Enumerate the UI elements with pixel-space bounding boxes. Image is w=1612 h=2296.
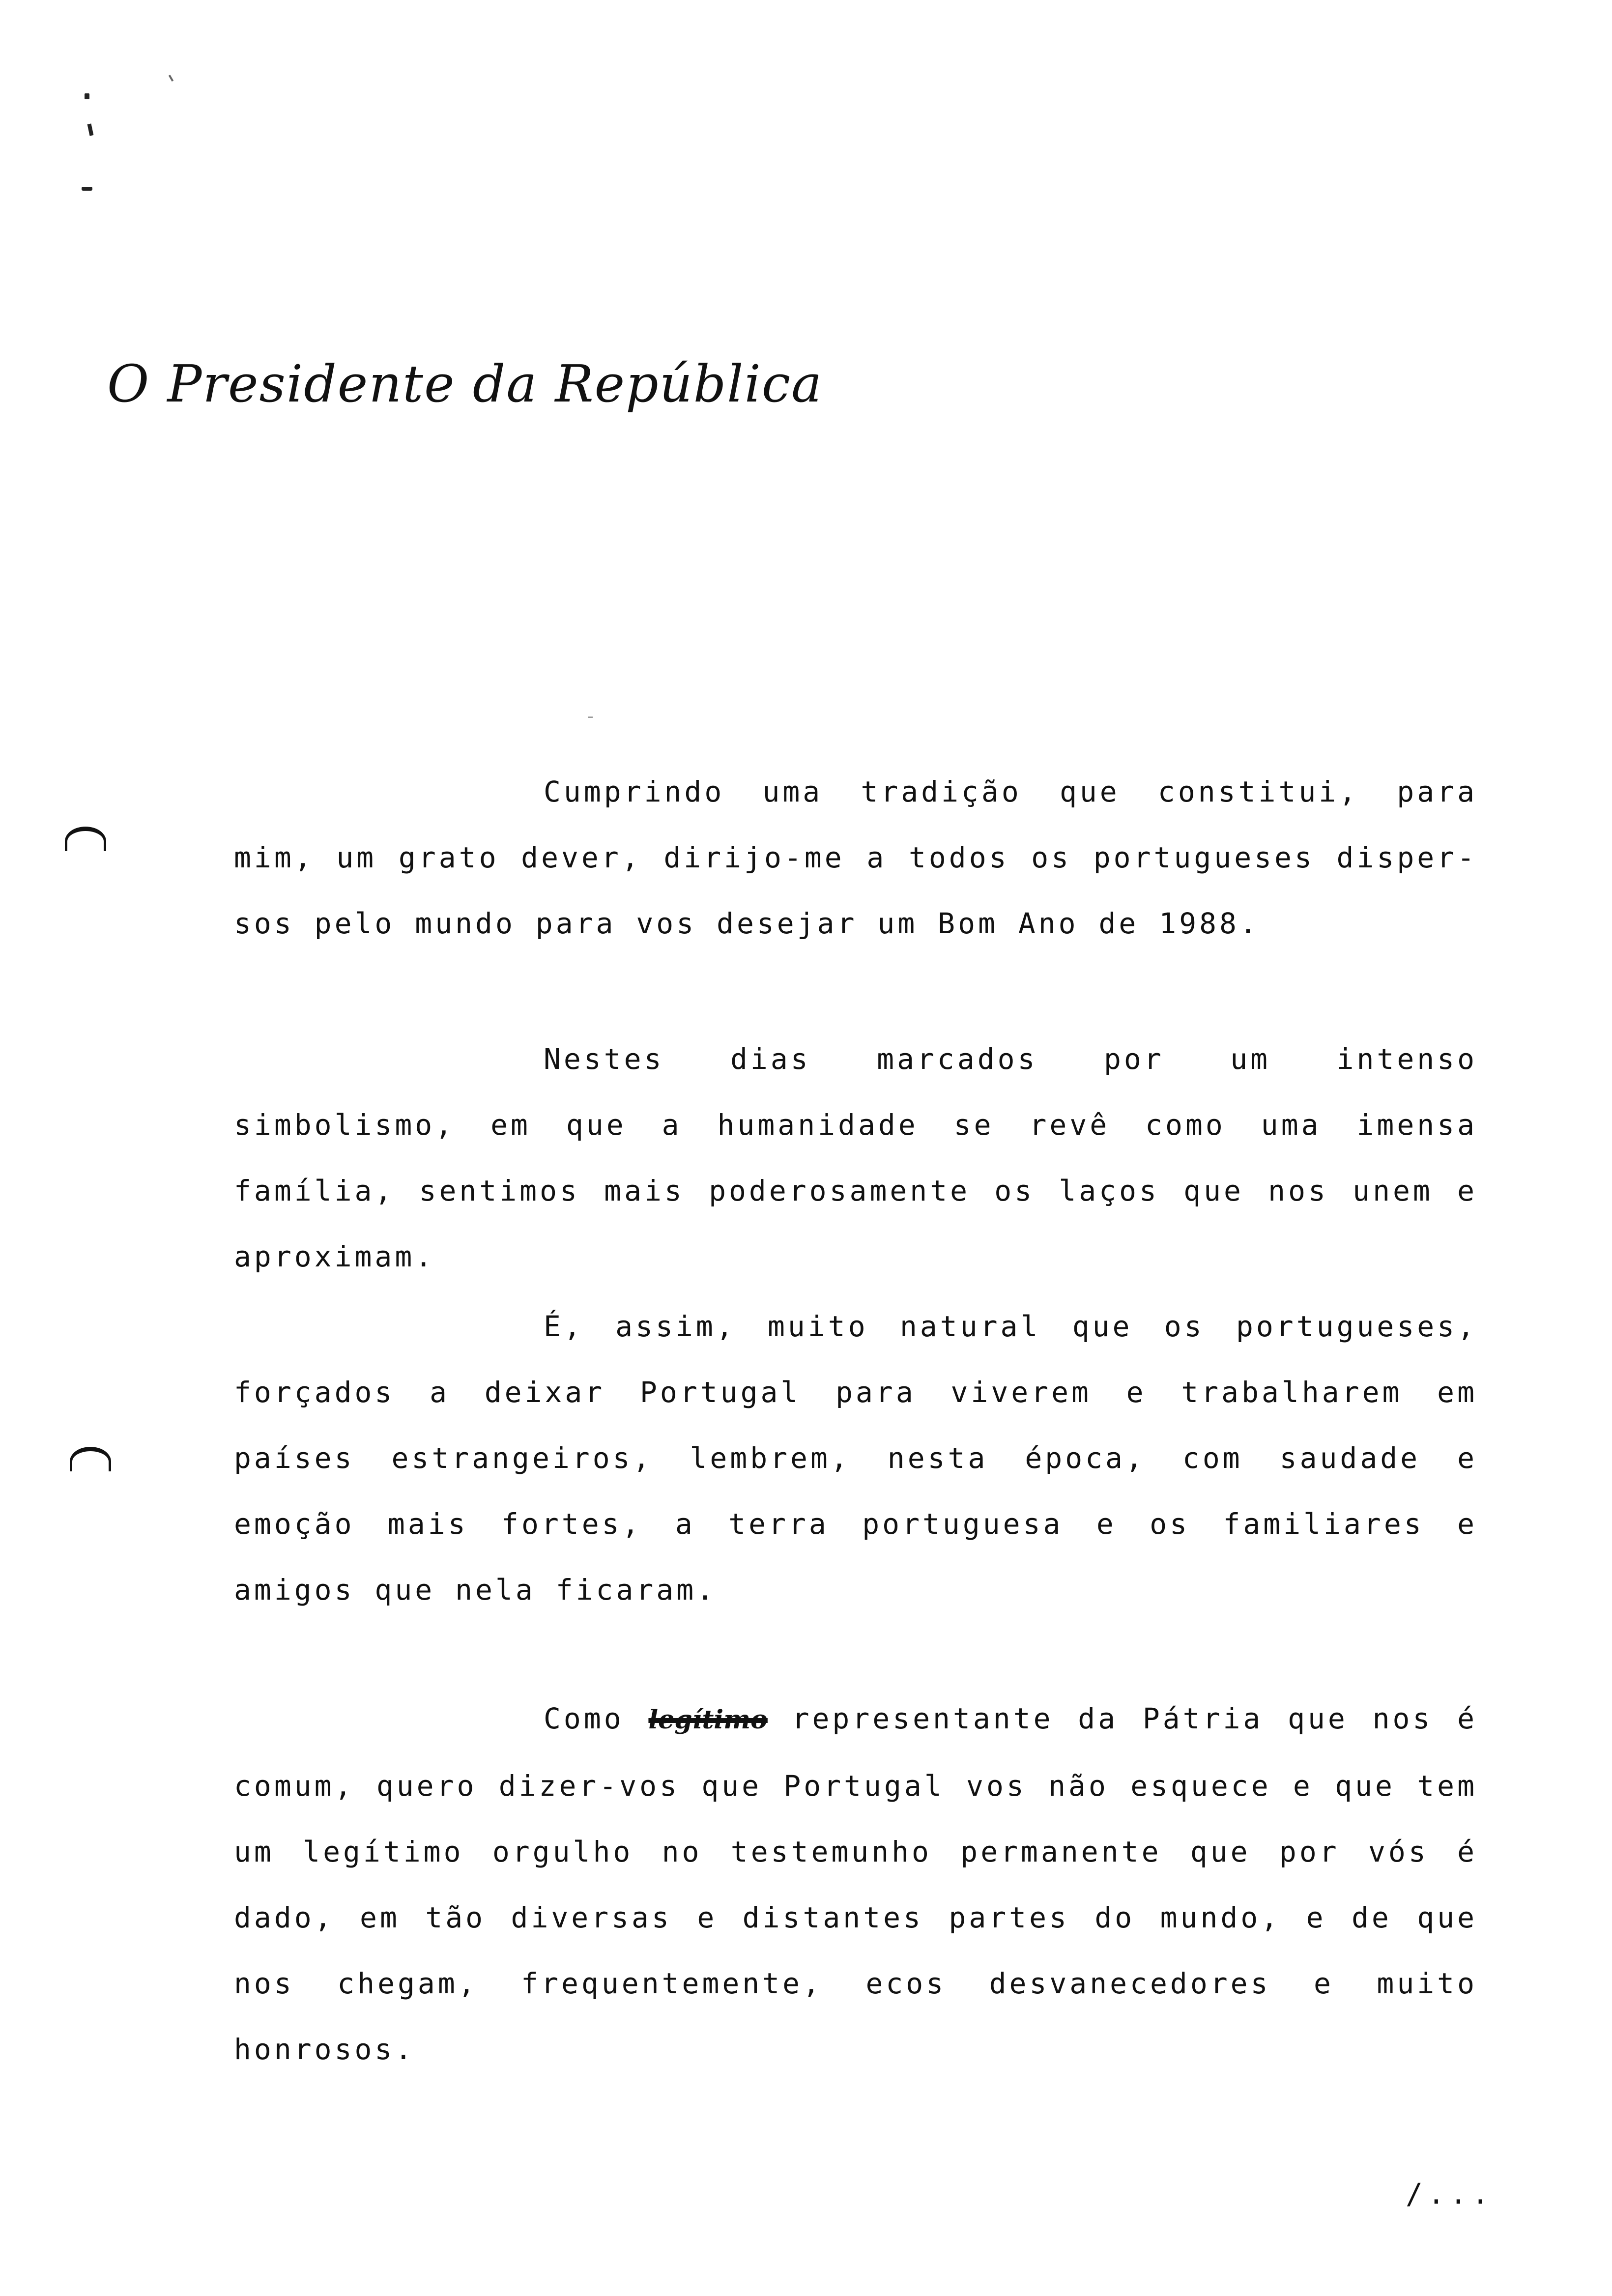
continuation-marker: /...	[1406, 2177, 1494, 2210]
paragraph-lead: É, assim, muito natural que os portugueses,	[544, 1310, 1477, 1343]
paragraph-text: mim, um grato dever, dirijo-me a todos os portugueses disper-sos pelo mundo para vos desejar um Bom Ano de 1988.	[234, 841, 1477, 940]
paragraph-lead: representante da Pátria que	[792, 1702, 1348, 1735]
paragraph-lead: Cumprindo uma tradição que constitui, para	[544, 775, 1477, 808]
paragraph-text: em que a humanidade se revê como uma imensa família, sentimos mais poderosamente os laços que nos unem e aproximam.	[234, 1108, 1478, 1273]
hole-punch-mark	[70, 1447, 111, 1471]
paragraph	[234, 1686, 1477, 2082]
scan-mark	[82, 187, 92, 191]
scan-mark	[85, 93, 89, 99]
scan-mark	[588, 717, 593, 718]
paragraph-text: nos é comum, quero dizer-vos que Portugal vos não esquece e que tem um legítimo orgulho no testemunho permanente que por vós é dado, em tão diversas e distantes partes do mundo, e de que nos chegam, frequentemente, ecos desvanecedores e muito honrosos.	[234, 1702, 1477, 2066]
paragraph-lead: Nestes dias marcados por um intenso simbolismo,	[234, 1042, 1477, 1142]
scan-mark	[87, 123, 94, 136]
paragraph	[234, 1026, 1477, 1290]
letterhead-title: O Presidente da República	[107, 354, 823, 414]
paragraph	[234, 759, 1477, 956]
hole-punch-mark	[65, 827, 106, 851]
paragraph	[234, 1293, 1477, 1623]
paragraph-lead: Como	[544, 1702, 624, 1735]
struck-out-word: legítimo	[648, 1705, 768, 1735]
scan-mark	[169, 75, 173, 82]
paragraph-text: forçados a deixar Portugal para viverem e trabalharem em países estrangeiros, lembrem, nesta época, com saudade e emoção mais fortes, a terra portuguesa e os familiares e amigos que nela ficaram.	[234, 1376, 1477, 1607]
